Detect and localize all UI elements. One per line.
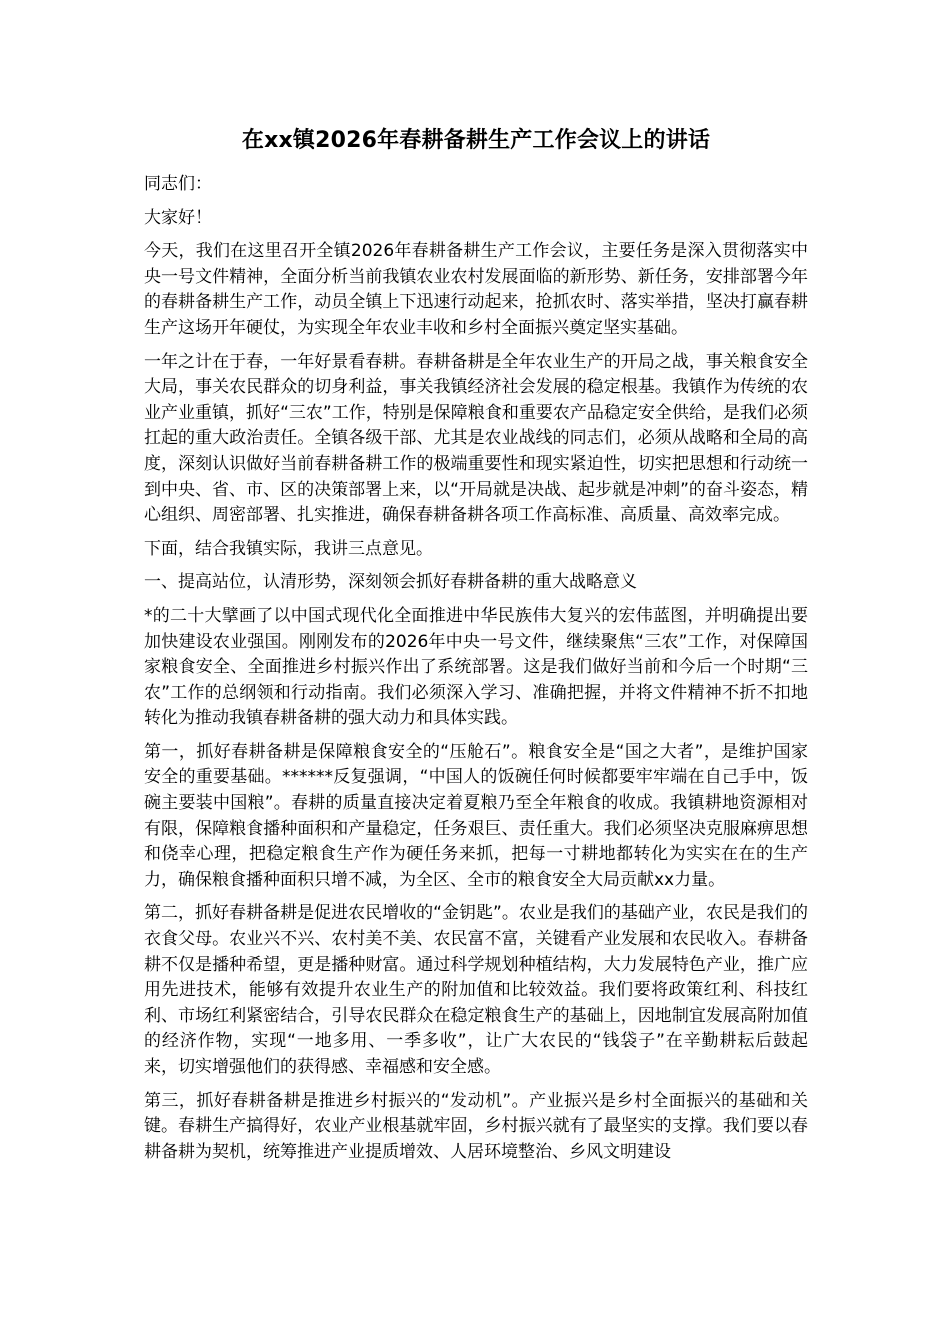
salutation: 同志们： xyxy=(144,174,212,194)
paragraph-importance: 一年之计在于春，一年好景看春耕。春耕备耕是全年农业生产的开局之战，事关粮食安全大局，事关农民群众的切身利益，事关我镇经济社会发展的稳定根基。我镇作为传统的农业产业重镇，抓好“三农”工作，特别是保障粮食和重要农产品稳定安全供给，是我们必须扛起的重大政治责任。全镇各级干部、尤其是农业战线的同志们，必须从战略和全局的高度，深刻认识做好当前春耕备耕工作的极端重要性和现实紧迫性，切实把思想和行动统一到中央、省、市、区的决策部署上来，以“开局就是决战、起步就是冲刺”的奋斗姿态，精心组织、周密部署、扎实推进，确保春耕备耕各项工作高标准、高质量、高效率完成。 xyxy=(144,351,808,526)
section-heading-1: 一、提高站位，认清形势，深刻领会抓好春耕备耕的重大战略意义 xyxy=(144,572,637,593)
paragraph-point-2: 第二，抓好春耕备耕是促进农民增收的“金钥匙”。农业是我们的基础产业，农民是我们的衣食父母。农业兴不兴、农村美不美、农民富不富，关键看产业发展和农民收入。春耕备耕不仅是播种希望，更是播种财富。通过科学规划种植结构，大力发展特色产业，推广应用先进技术，能够有效提升农业生产的附加值和比较效益。我们要将政策红利、科技红利、市场红利紧密结合，引导农民群众在稳定粮食生产的基础上，因地制宜发展高附加值的经济作物，实现“一地多用、一季多收”，让广大农民的“钱袋子”在辛勤耕耘后鼓起来，切实增强他们的获得感、幸福感和安全感。 xyxy=(144,903,808,1077)
paragraph-intro: 今天，我们在这里召开全镇2026年春耕备耕生产工作会议，主要任务是深入贯彻落实中央一号文件精神，全面分析当前我镇农业农村发展面临的新形势、新任务，安排部署今年的春耕备耕生产工作，动员全镇上下迅速行动起来，抢抓农时、落实举措，坚决打赢春耕生产这场开年硬仗，为实现全年农业丰收和乡村全面振兴奠定坚实基础。 xyxy=(144,241,808,338)
paragraph-point-3: 第三，抓好春耕备耕是推进乡村振兴的“发动机”。产业振兴是乡村全面振兴的基础和关键。春耕生产搞得好，农业产业根基就牢固，乡村振兴就有了最坚实的支撑。我们要以春耕备耕为契机，统筹推进产业提质增效、人居环境整治、乡风文明建设 xyxy=(144,1090,808,1162)
paragraph-transition: 下面，结合我镇实际，我讲三点意见。 xyxy=(144,538,433,559)
document-page xyxy=(144,124,808,1173)
greeting: 大家好！ xyxy=(144,207,212,228)
paragraph-point-1: 第一，抓好春耕备耕是保障粮食安全的“压舱石”。粮食安全是“国之大者”，是维护国家安全的重要基础。******反复强调，“中国人的饭碗任何时候都要牢牢端在自己手中，饭碗主要装中国粮”。春耕的质量直接决定着夏粮乃至全年粮食的收成。我镇耕地资源相对有限，保障粮食播种面积和产量稳定，任务艰巨、责任重大。我们必须坚决克服麻痹思想和侥幸心理，把稳定粮食生产作为硬任务来抓，把每一寸耕地都转化为实实在在的生产力，确保粮食播种面积只增不减，为全区、全市的粮食安全大局贡献xx力量。 xyxy=(144,741,808,890)
paragraph-policy: *的二十大擘画了以中国式现代化全面推进中华民族伟大复兴的宏伟蓝图，并明确提出要加快建设农业强国。刚刚发布的2026年中央一号文件，继续聚焦“三农”工作，对保障国家粮食安全、全面推进乡村振兴作出了系统部署。这是我们做好当前和今后一个时期“三农”工作的总纲领和行动指南。我们必须深入学习、准确把握，并将文件精神不折不扣地转化为推动我镇春耕备耕的强大动力和具体实践。 xyxy=(144,605,808,729)
document-title: 在xx镇2026年春耕备耕生产工作会议上的讲话 xyxy=(241,128,711,153)
